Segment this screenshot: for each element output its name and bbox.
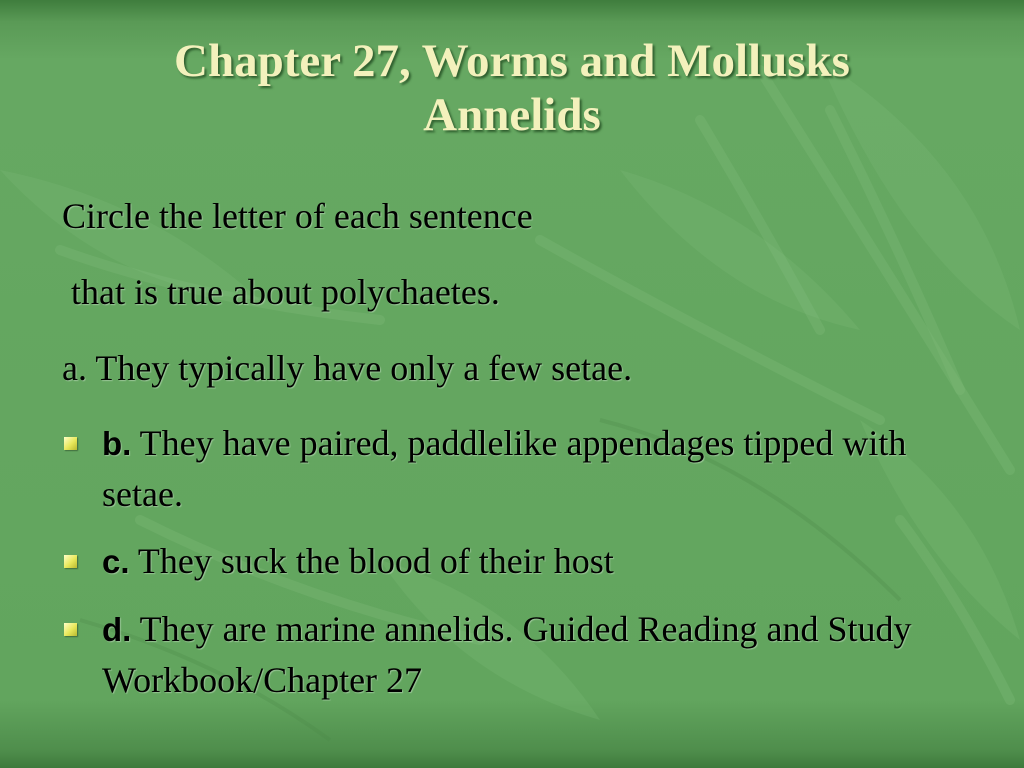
bullet-item-d xyxy=(62,604,942,705)
option-text-d: They are marine annelids. Guided Reading and Study Workbook/Chapter 27 xyxy=(102,609,912,700)
option-letter-d: d. xyxy=(102,611,132,648)
instruction-line-2: that is true about polychaetes. xyxy=(62,272,500,312)
bullet-square-icon xyxy=(64,555,77,568)
bullet-item-c xyxy=(62,536,942,587)
slide-title-line-2: Annelids xyxy=(423,89,601,141)
instruction-line-1: Circle the letter of each sentence xyxy=(62,196,533,236)
option-a: a. They typically have only a few setae. xyxy=(62,348,633,388)
bullet-item-b xyxy=(62,418,942,519)
slide-title-line-1: Chapter 27, Worms and Mollusks xyxy=(174,35,850,87)
option-letter-b: b. xyxy=(102,425,132,462)
option-text-b: They have paired, paddlelike appendages tipped with setae. xyxy=(102,423,907,514)
bullet-square-icon xyxy=(64,437,77,450)
slide-title xyxy=(0,34,1024,142)
option-letter-c: c. xyxy=(102,543,130,580)
option-text-c: They suck the blood of their host xyxy=(129,541,614,581)
bullet-square-icon xyxy=(64,623,77,636)
